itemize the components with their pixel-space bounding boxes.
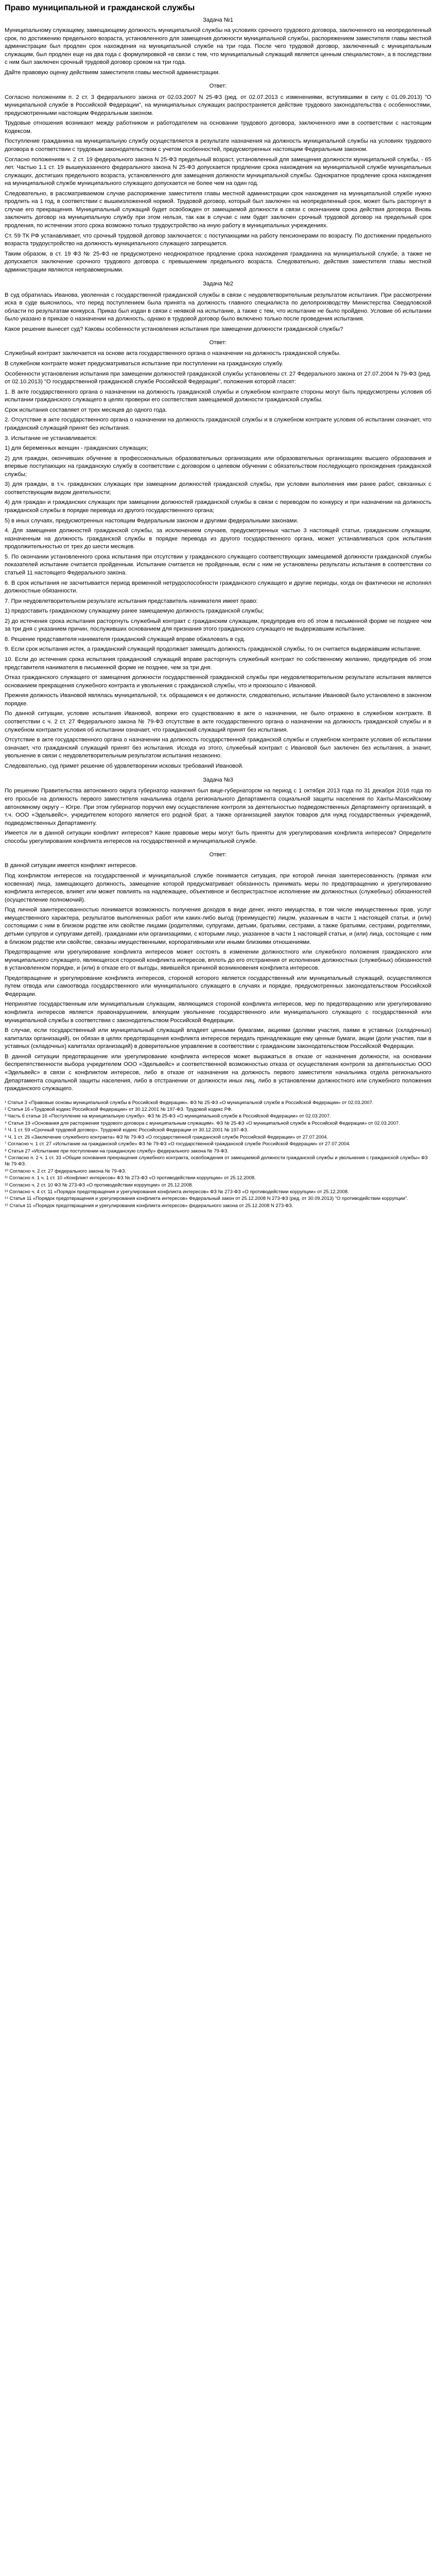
- answer-paragraph: Следовательно, суд примет решение об удовлетворении исковых требований Ивановой.: [5, 762, 243, 769]
- footnote: ¹ Статья 3 «Правовые основы муниципальной службы в Российской Федерации». ФЗ № 25-ФЗ «О муниципальной службе в Российской Федерации» от 02.03.2007.: [5, 1099, 374, 1105]
- answer-paragraph: 4) для граждан и гражданских служащих при замещении должностей гражданской службы в связи с переводом по конкурсу и при назначении на должность гражданской службы в порядке перевода из другого государственного органа;: [5, 499, 431, 514]
- task-heading: Задача №3: [203, 777, 233, 784]
- answer-paragraph: В служебном контракте может предусматриваться испытание при поступлении на гражданскую службу.: [5, 361, 284, 367]
- footnotes: [5, 1099, 431, 1210]
- answer-paragraph: 5. По окончании установленного срока испытания при отсутствии у гражданского служащего соответствующих замещаемой должности гражданской службы показателей испытание считается пройденным. Испытание считается не пройденным, если с ним не установлены результаты испытания в соответствии со статьей 11 настоящего Федерального закона.: [5, 553, 431, 576]
- footnote: ¹⁵ Статья 11 «Порядок предотвращения и урегулирования конфликта интересов» федерального закона от 25.12.2008 N 273-ФЗ.: [5, 1202, 293, 1208]
- task-question: Имеется ли в данной ситуации конфликт интересов? Какие правовые меры могут быть приняты для урегулирования конфликта интересов? Определите способы урегулирования конфликта интересов на государственной и муниципальной службе.: [5, 830, 431, 844]
- answer-paragraph: Особенности установления испытания при замещении должностей гражданской службы установлены ст. 27 Федерального закона от 27.07.2004 N 79-ФЗ (ред. от 02.10.2013) "О государственной гражданской службе Российской Федерации", положения которой гласят:: [5, 370, 431, 385]
- answer-heading: Ответ:: [209, 852, 227, 858]
- answer-paragraph: По данной ситуации, условие испытания Ивановой, вопреки его существованию в акте о назначении, не было отражено в служебном контракте. В соответствии с ч. 2 ст. 27 Федерального закона № 79-ФЗ отсутствие в акте государственного органа о назначении на должность гражданской службы и в служебном контракте условия об испытании означает, что гражданский служащий принят без испытания.: [5, 710, 431, 733]
- answer-paragraph: Служебный контракт заключается на основе акта государственного органа о назначении на должность гражданской службы.: [5, 350, 341, 357]
- answer-paragraph: Таким образом, в ст. 19 ФЗ № 25-ФЗ не предусмотрено неоднократное продление срока нахождения гражданина на муниципальной службе, а также не допускается заключение срочного трудового договора с превышением предельного возраста. Следовательно, действия заместителя главы местной администрации являются неправомерными.: [5, 250, 431, 273]
- answer-paragraph: Согласно положениям п. 2 ст. 3 федерального закона от 02.03.2007 N 25-ФЗ (ред. от 02.07.2013 с изменениями, вступившими в силу с 01.09.2013) "О муниципальной службе в Российской Федерации", на муниципальных служащих распространяется действие трудового законодательства с особенностями, предусмотренными настоящим Федеральным законом.: [5, 94, 431, 116]
- footnote: ² Статья 16 «Трудовой кодекс Российской Федерации» от 30.12.2001 № 197-ФЗ. Трудовой кодекс РФ.: [5, 1106, 233, 1112]
- document-title: Право муниципальной и гражданской службы: [5, 4, 195, 12]
- task-condition: В суд обратилась Иванова, уволенная с государственной гражданской службы в связи с неудовлетворительным результатом испытания. При рассмотрении иска в суде выяснилось, что перед поступлением была принята на должность главного специалиста по делопроизводству Министерства Свердловской области по результатам конкурса. Приказ был издан в связи с неявкой на испытание, а также с тем, что испытание не было пройдено. Условие об испытании было указано в приказе о назначении на должность, однако в трудовой договор было включено только после проведения испытания.: [5, 292, 431, 323]
- task-condition: По решению Правительства автономного округа губернатор назначил был вице-губернатором на период с 1 октября 2013 года по 31 декабря 2016 года по его просьбе на должность первого заместителя начальника отдела регионального Департамента социальной защиты населения по Ханты-Мансийскому автономному округу – Югре. При этом губернатор поручил ему осуществление контроля за деятельностью подведомственных Департаменту организаций, в т.ч. ООО «Эдельвейс», учредителем которого является его родной брат, а также организацией закупок товаров для нужд государственных учреждений, подведомственных Департаменту.: [5, 788, 431, 826]
- answer-paragraph: 7. При неудовлетворительном результате испытания представитель нанимателя имеет право:: [5, 598, 258, 604]
- answer-paragraph: Под конфликтом интересов на государственной и муниципальной службе понимается ситуация, при которой личная заинтересованность (прямая или косвенная) лица, замещающего должность, замещение которой предусматривает обязанность принимать меры по предотвращению и урегулированию конфликта интересов, влияет или может повлиять на надлежащее, объективное и беспристрастное исполнение им должностных (служебных) обязанностей (осуществление полномочий).: [5, 873, 431, 903]
- task-2: [5, 280, 431, 772]
- answer-paragraph: Отказ гражданского служащего от замещения должности государственной гражданской службы при неудовлетворительном результате испытания является основанием прекращения служебного контракта и увольнения с гражданской службы, что и произошло с Ивановой.: [5, 674, 431, 689]
- answer-paragraph: 3. Испытание не устанавливается:: [5, 435, 97, 442]
- task-condition: Муниципальному служащему, замещающему должность муниципальной службы на условиях срочного трудового договора, заключенного на неопределенный срок, по достижению предельного возраста, установленного для замещения должности муниципальной службы, распоряжением заместителя главы местной администрации был продлен срок нахождения на муниципальной службе на три года. После чего трудовой договор, заключенный с муниципальным служащим, был продлен еще на два года с формулировкой «в связи с тем, что муниципальный служащий является ценным специалистом», а в последствии с ним был заключен срочный трудовой договор сроком на три года.: [5, 27, 431, 66]
- answer-paragraph: 9. Если срок испытания истек, а гражданский служащий продолжает замещать должность гражданской службы, то он считается выдержавшим испытание.: [5, 646, 422, 653]
- answer-paragraph: 6. В срок испытания не засчитывается период временной нетрудоспособности гражданского служащего и другие периоды, когда он фактически не исполнял должностные обязанности.: [5, 580, 431, 595]
- footnote: ⁸ Статья 27 «Испытание при поступлении на гражданскую службу» федерального закона № 79-ФЗ.: [5, 1147, 229, 1154]
- footnote: ⁶ Ч. 1 ст. 26 «Заключение служебного контракта» ФЗ № 79-ФЗ «О государственной гражданской службе Российской Федерации» от 27.07.2004.: [5, 1133, 328, 1140]
- footnote: ¹¹ Согласно п. 1 ч. 1 ст. 10 «Конфликт интересов» ФЗ № 273-ФЗ «О противодействии коррупции» от 25.12.2008.: [5, 1175, 256, 1181]
- footnote: ⁷ Согласно ч. 1 ст. 27 «Испытание на гражданской службе» ФЗ № 79-ФЗ «О государственной гражданской службе Российской Федерации» от 27.07.2004.: [5, 1141, 351, 1147]
- answer-paragraph: 2. Отсутствие в акте государственного органа о назначении на должность гражданской службы и в служебном контракте условия об испытании означает, что гражданский служащий принят без испытания.: [5, 417, 431, 431]
- answer-paragraph: 1) для беременных женщин - гражданских служащих;: [5, 445, 148, 452]
- document: [0, 0, 436, 1209]
- footnote: ³ Часть 6 статьи 16 «Поступление на муниципальную службу». ФЗ № 25-ФЗ «О муниципальной службе в Российской Федерации» от 02.03.2007.: [5, 1113, 331, 1119]
- answer-paragraph: 1. В акте государственного органа о назначении на должность гражданской службы и служебном контракте стороны могут быть предусмотрены условия об испытании гражданского служащего в целях проверки его соответствия замещаемой должности гражданской службы.: [5, 388, 431, 403]
- task-1: [5, 16, 431, 276]
- task-3: [5, 776, 431, 1095]
- answer-paragraph: Предотвращение или урегулирование конфликта интересов может состоять в изменении должностного или служебного положения гражданского или муниципального служащего, являющегося стороной конфликта интересов, вплоть до его отстранения от исполнения должностных (служебных) обязанностей в установленном порядке, и (или) в отказе его от выгоды, явившейся причиной возникновения конфликта интересов.: [5, 949, 431, 972]
- footnote: ¹³ Согласно ч. 4 ст. 11 «Порядок предотвращения и урегулирования конфликта интересов» ФЗ № 273-ФЗ «О противодействии коррупции» от 25.12.2008.: [5, 1188, 349, 1194]
- answer-paragraph: Поступление гражданина на муниципальную службу осуществляется в результате назначения на должность муниципальной службы на условиях трудового договора в соответствии с трудовым законодательством с учетом особенностей, предусмотренных настоящим Федеральным законом.: [5, 138, 431, 152]
- footnote: ⁹ Согласно п. 2 ч. 1 ст. 33 «Общие основания прекращения служебного контракта, освобождения от замещаемой должности гражданской службы и увольнения с гражданской службы» ФЗ № 79-ФЗ.: [5, 1154, 428, 1167]
- answer-paragraph: 10. Если до истечения срока испытания гражданский служащий вправе расторгнуть служебный контракт по собственному желанию, предупредив об этом представителя нанимателя в письменной форме не позднее, чем за три дня.: [5, 656, 431, 671]
- footnote: ¹⁴ Статья 11 «Порядок предотвращения и урегулирования конфликта интересов» Федеральный закон от 25.12.2008 N 273-ФЗ (ред. от 30.09.2013) "О противодействии коррупции".: [5, 1195, 408, 1201]
- footnote: ⁵ Ч. 1 ст. 59 «Срочный трудовой договор». Трудовой кодекс Российской Федерации от 30.12.2001 № 197-ФЗ.: [5, 1127, 249, 1133]
- answer-heading: Ответ:: [209, 83, 227, 90]
- answer-paragraph: 5) в иных случаях, предусмотренных настоящим Федеральным законом и другими федеральными законами.: [5, 517, 299, 524]
- footnote: ¹² Согласно ч. 2 ст. 10 ФЗ № 273-ФЗ «О противодействии коррупции» от 25.12.2008.: [5, 1181, 194, 1188]
- answer-paragraph: 1) предоставить гражданскому служащему ранее замещаемую должность гражданской службы;: [5, 608, 264, 615]
- answer-paragraph: 3) для граждан, в т.ч. гражданских служащих при замещении должностей гражданской службы, при условии выполнения ими ранее работ, связанных с соответствующим видом деятельности;: [5, 481, 431, 496]
- answer-paragraph: В случае, если государственный или муниципальный служащий владеет ценными бумагами, акциями (долями участия, паями в уставных (складочных) капиталах организаций), он обязан в целях предотвращения конфликта интересов передать принадлежащие ему ценные бумаги, акции (доли участия, паи в уставных (складочных) капиталах организаций) в доверительное управление в соответствии с гражданским законодательством Российской Федерации.: [5, 1027, 431, 1050]
- task-question: Дайте правовую оценку действиям заместителя главы местной администрации.: [5, 69, 220, 76]
- answer-paragraph: Отсутствие в акте государственного органа о назначении на должность государственной гражданской службы и служебном контракте условия об испытании означает, что гражданский служащий принят без испытания. Исходя из этого, служебный контракт с Ивановой был заключен без испытания, а значит, увольнение в связи с неудовлетворительным результатом испытания незаконно.: [5, 737, 431, 759]
- answer-paragraph: Ст. 59 ТК РФ устанавливает, что срочный трудовой договор заключается: с поступающими на работу пенсионерами по возрасту. По достижении предельного возраста трудоустройство на должность муниципального служащего запрещается.: [5, 232, 431, 247]
- answer-paragraph: Согласно положениям ч. 2 ст. 19 федерального закона N 25-ФЗ предельный возраст, установленный для замещения должности муниципальной службы, - 65 лет. Частью 1.1 ст. 19 вышеуказанного федерального закона N 25-ФЗ допускается продление срока нахождения на муниципальной службе муниципальных служащих, достигших предельного возраста, установленного для замещения должности муниципальной службы. Однократное продление срока нахождения на муниципальной службе муниципального служащего допускается не более чем на один год.: [5, 156, 431, 187]
- answer-paragraph: Предотвращение и урегулирование конфликта интересов, стороной которого является государственный или муниципальный служащий, осуществляются путем отвода или самоотвода государственного или муниципального служащего в случаях и порядке, предусмотренных законодательством Российской Федерации.: [5, 975, 431, 997]
- answer-paragraph: Следовательно, в рассматриваемом случае распоряжение заместителя главы местной администрации срок нахождения на муниципальной службе нужно продлить на 1 год, в соответствии с вышеизложенной нормой. Трудовой договор, который был заключен на неопределенный срок, может быть расторгнут в случае его прекращения. Муниципальный служащий будет освобожден от замещаемой должности в связи с окончанием срока действия договора. Вновь заключить договор на муниципальную службу при этом нельзя, так как в случае с ним будет заключен срочный трудовой договор на предельный срок продления, по истечении этого срока возможно только трудоустройство на иную работу в муниципальных учреждениях.: [5, 190, 431, 229]
- task-heading: Задача №2: [203, 281, 233, 287]
- answer-paragraph: В данной ситуации имеется конфликт интересов.: [5, 862, 137, 869]
- answer-paragraph: 4. Для замещения должностей гражданской службы, за исключением случаев, предусмотренных частью 3 настоящей статьи, гражданским служащим, назначенным на должность гражданской службы в порядке перевода из другого государственного органа, может устанавливаться срок испытания продолжительностью от трех до шести месяцев.: [5, 528, 431, 550]
- task-question: Какое решение вынесет суд? Каковы особенности установления испытания при замещении должности гражданской службы?: [5, 326, 343, 332]
- task-heading: Задача №1: [203, 17, 233, 23]
- answer-heading: Ответ:: [209, 340, 227, 346]
- answer-paragraph: 2) для граждан, окончивших обучение в профессиональных образовательных организациях или образовательных организациях высшего образования и впервые поступающих на гражданскую службу в соответствии с договором о целевом обучении с обязательством последующего прохождения гражданской службы;: [5, 455, 431, 478]
- answer-paragraph: Прежняя должность Ивановой являлась муниципальной, т.к. обращаемся к ее должности, следовательно, испытание Ивановой было установлено в законном порядке.: [5, 692, 431, 707]
- answer-paragraph: Под личной заинтересованностью понимается возможность получения доходов в виде денег, иного имущества, в том числе имущественных прав, услуг имущественного характера, результатов выполненных работ или каких-либо выгод (преимуществ) лицом, указанным в части 1 настоящей статьи, и (или) состоящими с ним в близком родстве или свойстве лицами (родителями, супругами, детьми, братьями, сестрами, а также братьями, сестрами, родителями, детьми супругов и супругами детей), гражданами или организациями, с которыми лицо, указанное в части 1 настоящей статьи, и (или) лица, состоящие с ним в близком родстве или свойстве, связаны имущественными, корпоративными или иными близкими отношениями.: [5, 907, 431, 945]
- answer-paragraph: Трудовые отношения возникают между работником и работодателем на основании трудового договора, заключенного ими в соответствии с настоящим Кодексом.: [5, 120, 431, 134]
- answer-paragraph: В данной ситуации предотвращение или урегулирование конфликта интересов может выражаться в отказе от назначения должности, на основании беспрепятственности выбора учредителем ООО «Эдельвейс» и соответственной возможностью отказа от осуществления контроля за деятельностью ООО «Эдельвейс» в связи с конфликтом интересов, либо в отказе от назначения на должность первого заместителя начальника отдела регионального Департамента социальной защиты населения, либо в отстранении от должности иных лиц, либо в установлении должностного или служебного положения гражданского служащего.: [5, 1053, 431, 1092]
- answer-paragraph: 8. Решение представителя нанимателя гражданский служащий вправе обжаловать в суд.: [5, 636, 246, 642]
- answer-paragraph: Срок испытания составляет от трех месяцев до одного года.: [5, 406, 167, 413]
- footnote: ¹⁰ Согласно ч. 2 ст. 27 федерального закона № 79-ФЗ.: [5, 1167, 127, 1174]
- answer-paragraph: 2) до истечения срока испытания расторгнуть служебный контракт с гражданским служащим, предупредив его об этом в письменной форме не позднее чем за три дня с указанием причин, послуживших основанием для признания этого гражданского служащего не выдержавшим испытание.: [5, 618, 431, 633]
- answer-paragraph: Непринятие государственным или муниципальным служащим, являющимся стороной конфликта интересов, мер по предотвращению или урегулированию конфликта интересов является правонарушением, влекущим увольнение государственного или муниципального служащего с государственной или муниципальной службы в соответствии с законодательством Российской Федерации.: [5, 1001, 431, 1024]
- footnote: ⁴ Статья 19 «Основания для расторжения трудового договора с муниципальным служащим». ФЗ № 25-ФЗ «О муниципальной службе в Российской Федерации» от 02.03.2007.: [5, 1120, 400, 1126]
